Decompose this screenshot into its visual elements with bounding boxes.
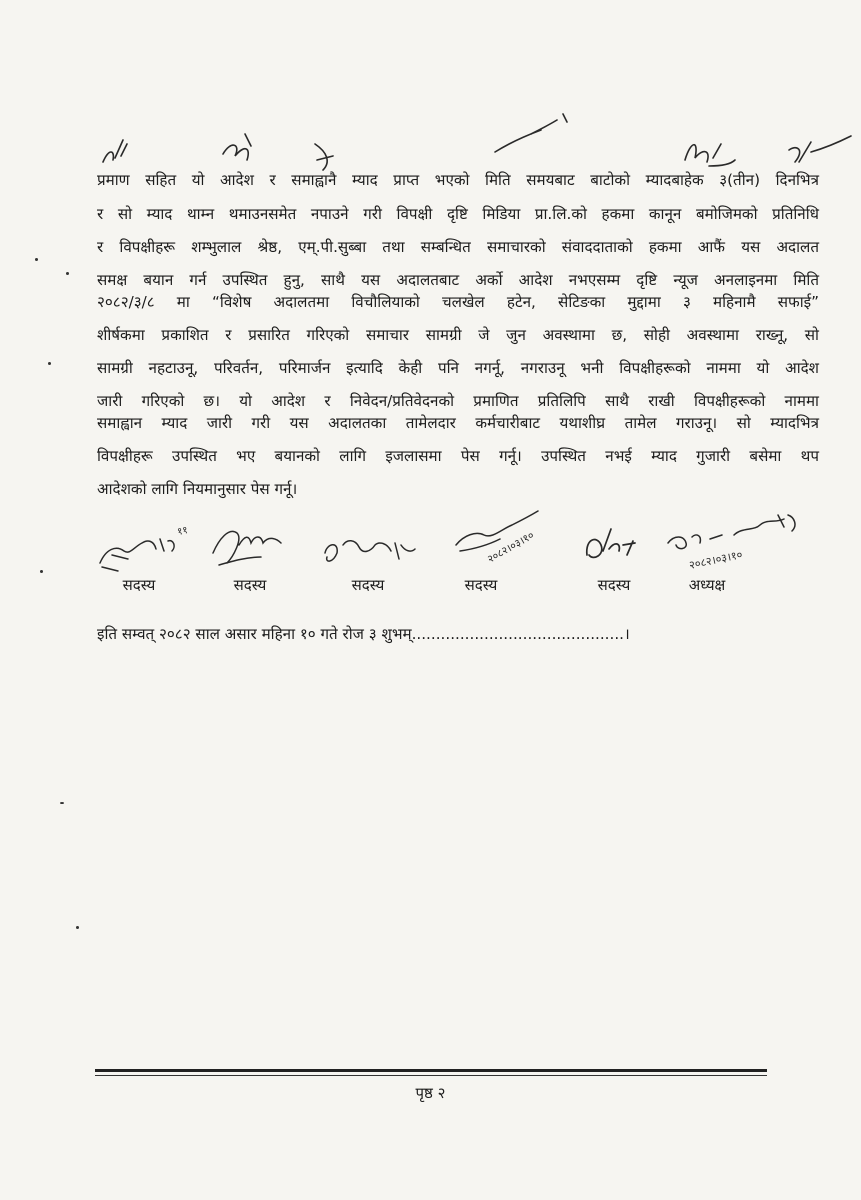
signature-3 — [303, 505, 433, 575]
body-line: र विपक्षीहरू शम्भुलाल श्रेष्ठ, एम्.पी.सुब्बा तथा सम्बन्धित समाचारको संवाददाताको हकमा आफैं यस अदालत — [97, 238, 819, 256]
signature-label: सदस्य — [122, 576, 156, 594]
body-line: २०८२/३/८ मा “विशेष अदालतमा विचौलियाको चलखेल हटेन, सेटिङका मुद्दामा ३ महिनामै सफाई” — [97, 293, 819, 311]
signature-member-4 — [418, 505, 548, 600]
body-line: सामग्री नहटाउनू, परिवर्तन, परिमार्जन इत्यादि केही पनि नगर्नू, नगराउनू भनी विपक्षीहरूको नाममा यो आदेश — [97, 359, 819, 377]
signature-member-2 — [185, 505, 315, 600]
signature-6-date: २०८२।०३।१० — [687, 547, 744, 572]
signature-member-3 — [303, 505, 433, 600]
body-line: प्रमाण सहित यो आदेश र समाह्वानै म्याद प्राप्त भएको मिति समयबाट बाटोको म्यादबाहेक ३(तीन) दिनभित्र — [97, 171, 819, 189]
scan-speck — [76, 926, 79, 929]
body-line: आदेशको लागि नियमानुसार पेस गर्नू। — [97, 480, 298, 498]
scan-speck — [40, 570, 43, 573]
signature-6 — [660, 505, 850, 575]
signature-1-note: ११ — [176, 525, 189, 538]
signature-2 — [185, 505, 315, 575]
body-line: जारी गरिएको छ। यो आदेश र निवेदन/प्रतिवेदनको प्रमाणित प्रतिलिपि साथै राखी विपक्षीहरूको नाममा — [97, 392, 819, 410]
signature-label: सदस्य — [233, 576, 267, 594]
body-line: र सो म्याद थाम्न थमाउनसमेत नपाउने गरी विपक्षी दृष्टि मिडिया प्रा.लि.को हकमा कानून बमोजिमको प्रतिनिधि — [97, 205, 819, 223]
footer-rule-thin — [95, 1075, 767, 1076]
page-number: पृष्ठ २ — [415, 1084, 446, 1102]
signature-4-date: २०८२।०३।१० — [485, 529, 537, 566]
signature-chair — [660, 505, 790, 600]
body-line: समाह्वान म्याद जारी गरी यस अदालतका तामेलदार कर्मचारीबाट यथाशीघ्र तामेल गराउनू। सो म्यादभित्र — [97, 414, 819, 432]
closing-line: इति सम्वत् २०८२ साल असार महिना १० गते रोज ३ शुभम्............................................। — [97, 625, 630, 643]
body-line: समक्ष बयान गर्न उपस्थित हुनु, साथै यस अदालतबाट अर्को आदेश नभएसम्म दृष्टि न्यूज अनलाइनमा मिति — [97, 271, 819, 289]
footer-rule — [95, 1069, 767, 1072]
signature-label: सदस्य — [351, 576, 385, 594]
body-line: शीर्षकमा प्रकाशित र प्रसारित गरिएको समाचार सामग्री जे जुन अवस्थामा छ, सोही अवस्थामा राख्नू, सो — [97, 326, 819, 344]
signature-label: सदस्य — [597, 576, 631, 594]
signature-label: सदस्य — [464, 576, 498, 594]
scan-speck — [48, 362, 51, 365]
scan-speck — [60, 802, 64, 804]
body-line: विपक्षीहरू उपस्थित भए बयानको लागि इजलासमा पेस गर्नू। उपस्थित नभई म्याद गुजारी बसेमा थप — [97, 447, 819, 465]
scan-speck — [66, 272, 69, 275]
scan-speck — [35, 258, 38, 261]
signature-row — [0, 505, 861, 605]
signature-label: अध्यक्ष — [688, 576, 726, 594]
